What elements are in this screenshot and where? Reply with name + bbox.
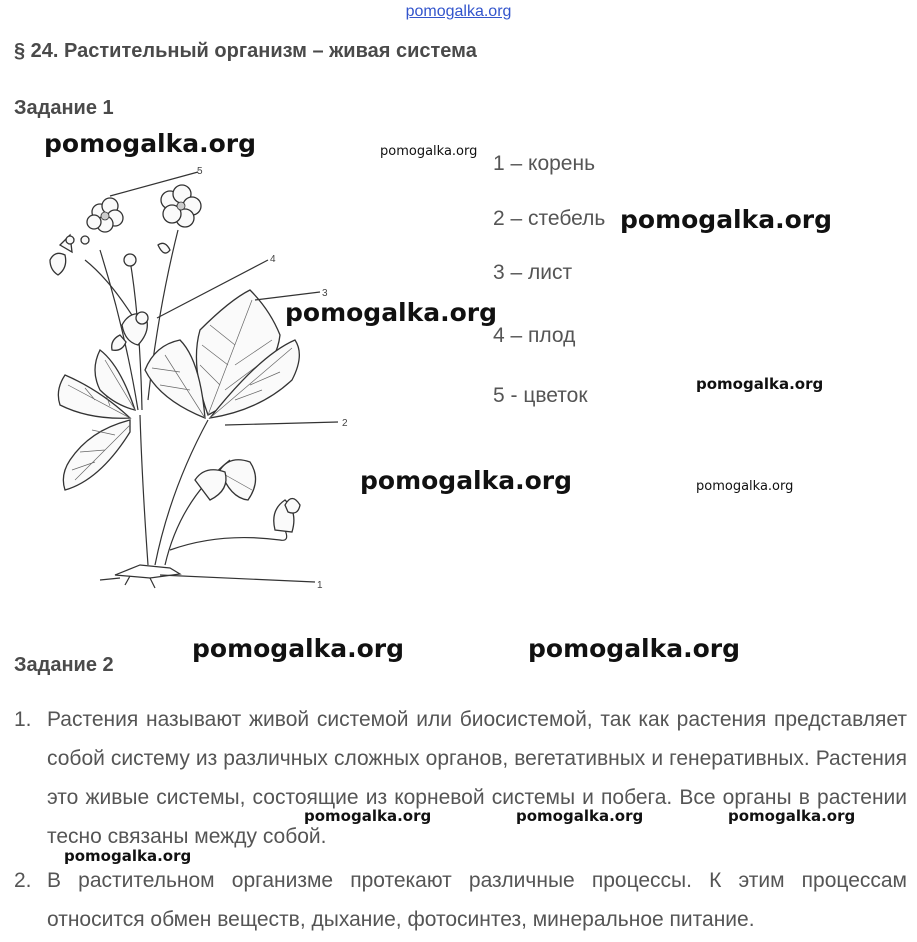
figure-label-4: 4 <box>270 254 276 265</box>
site-link[interactable]: pomogalka.org <box>405 3 512 20</box>
watermark: pomogalka.org <box>380 144 478 159</box>
answer-number: 2. <box>14 869 32 892</box>
legend-item-stem: 2 – стебель <box>493 207 606 230</box>
answer-number: 1. <box>14 708 32 731</box>
watermark: pomogalka.org <box>285 298 498 327</box>
figure-label-3: 3 <box>322 288 328 299</box>
legend-item-leaf: 3 – лист <box>493 261 573 284</box>
figure-label-1: 1 <box>317 580 323 591</box>
answer-item-1 <box>14 700 907 856</box>
figure-label-2: 2 <box>342 418 348 429</box>
legend-item-root: 1 – корень <box>493 152 596 175</box>
watermark: pomogalka.org <box>64 847 192 865</box>
figure-label-5: 5 <box>197 166 203 177</box>
task1-heading: Задание 1 <box>14 97 114 119</box>
legend-item-fruit: 4 – плод <box>493 324 576 347</box>
answer-item-2 <box>14 861 907 939</box>
answer-text: В растительном организме протекают различные процессы. К этим процессам относится обмен веществ, дыхание, фотосинтез, минеральное питание. <box>47 869 907 931</box>
watermark: pomogalka.org <box>528 634 741 663</box>
watermark: pomogalka.org <box>192 634 405 663</box>
page-title: § 24. Растительный организм – живая система <box>14 40 477 62</box>
answer-text: Растения называют живой системой или биосистемой, так как растения представляет собой систему из различных сложных органов, вегетативных и генеративных. Растения это живые системы, состоящие из корневой системы и побега. Все органы в растении тесно связаны между собой. <box>47 708 907 848</box>
flower-1 <box>87 198 123 232</box>
watermark: pomogalka.org <box>696 479 794 494</box>
task2-heading: Задание 2 <box>14 654 114 676</box>
watermark: pomogalka.org <box>360 466 573 495</box>
watermark: pomogalka.org <box>44 129 257 158</box>
watermark: pomogalka.org <box>696 375 824 393</box>
legend-item-flower: 5 - цветок <box>493 384 588 407</box>
watermark: pomogalka.org <box>728 807 856 825</box>
strawberry-plant-figure <box>30 160 360 600</box>
watermark: pomogalka.org <box>620 205 833 234</box>
watermark: pomogalka.org <box>516 807 644 825</box>
flower-2 <box>161 185 201 227</box>
watermark: pomogalka.org <box>304 807 432 825</box>
